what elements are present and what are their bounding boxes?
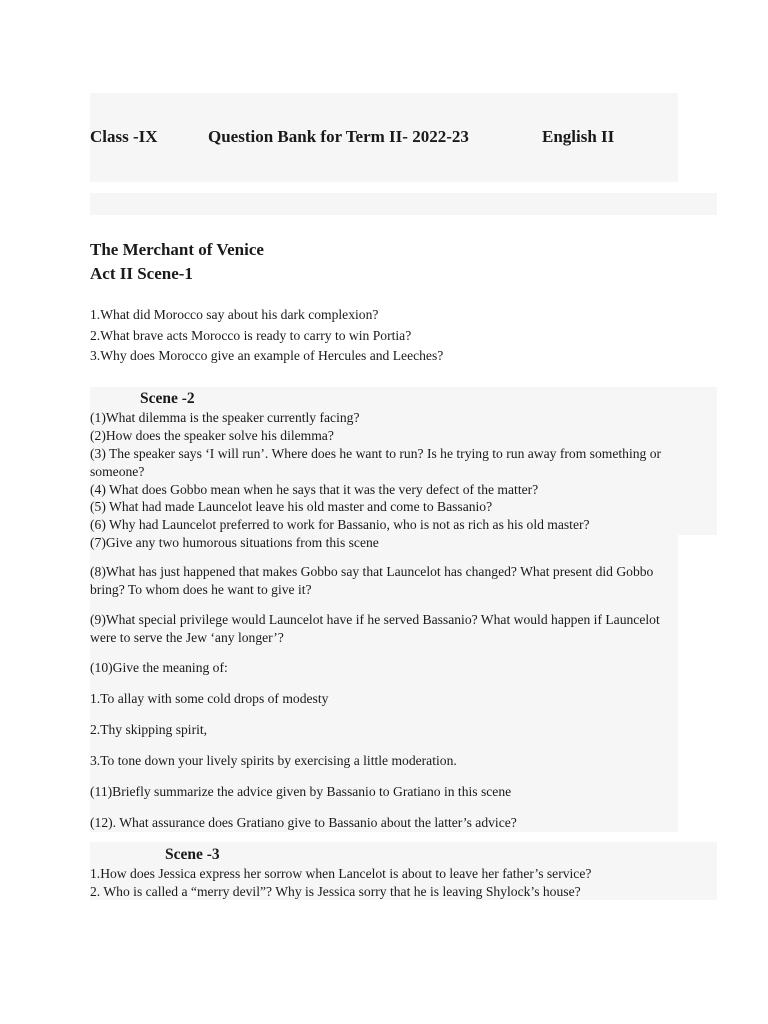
meaning-item: 3.To tone down your lively spirits by exercising a little moderation.	[90, 753, 457, 768]
scene2-question: (6) Why had Launcelot preferred to work for Bassanio, who is not as rich as his old master?	[90, 517, 590, 532]
scene2-question: (2)How does the speaker solve his dilemma?	[90, 428, 334, 443]
meaning-item: 2.Thy skipping spirit,	[90, 722, 208, 737]
play-title: The Merchant of Venice	[90, 240, 264, 259]
act-scene-heading: Act II Scene-1	[90, 264, 193, 283]
document-title: Question Bank for Term II- 2022-23	[208, 127, 469, 146]
scene2-question: (5) What had made Launcelot leave his old master and come to Bassanio?	[90, 499, 493, 514]
scene1-question: 2.What brave acts Morocco is ready to carry to win Portia?	[90, 328, 412, 343]
class-label: Class -IX	[90, 127, 158, 146]
scene1-question: 1.What did Morocco say about his dark complexion?	[90, 307, 379, 322]
scene2-question: (7)Give any two humorous situations from this scene	[90, 535, 379, 550]
scene2-question: (1)What dilemma is the speaker currently facing?	[90, 410, 360, 425]
subject-label: English II	[542, 127, 615, 146]
scene2-question: (3) The speaker says ‘I will run’. Where does he want to run? Is he trying to run away from something or someone?	[90, 446, 662, 479]
scene2-question: (11)Briefly summarize the advice given by Bassanio to Gratiano in this scene	[90, 784, 512, 799]
scene2-question: (10)Give the meaning of:	[90, 660, 228, 675]
scene3-question: 2. Who is called a “merry devil”? Why is Jessica sorry that he is leaving Shylock’s house?	[90, 884, 581, 899]
scene2-question: (9)What special privilege would Launcelot have if he served Bassanio? What would happen if Launcelot were to serve the Jew ‘any longer’?	[90, 612, 660, 645]
header-divider-band	[90, 193, 717, 215]
scene2-question: (8)What has just happened that makes Gobbo say that Launcelot has changed? What present did Gobbo bring? To whom does he want to give it?	[90, 564, 654, 597]
scene3-question: 1.How does Jessica express her sorrow when Lancelot is about to leave her father’s service?	[90, 866, 592, 881]
scene2-question: (12). What assurance does Gratiano give to Bassanio about the latter’s advice?	[90, 815, 517, 830]
scene1-question: 3.Why does Morocco give an example of Hercules and Leeches?	[90, 348, 444, 363]
meaning-item: 1.To allay with some cold drops of modesty	[90, 691, 329, 706]
scene3-heading: Scene -3	[165, 846, 220, 863]
scene2-question: (4) What does Gobbo mean when he says that it was the very defect of the matter?	[90, 482, 539, 497]
scene2-heading: Scene -2	[140, 390, 195, 407]
